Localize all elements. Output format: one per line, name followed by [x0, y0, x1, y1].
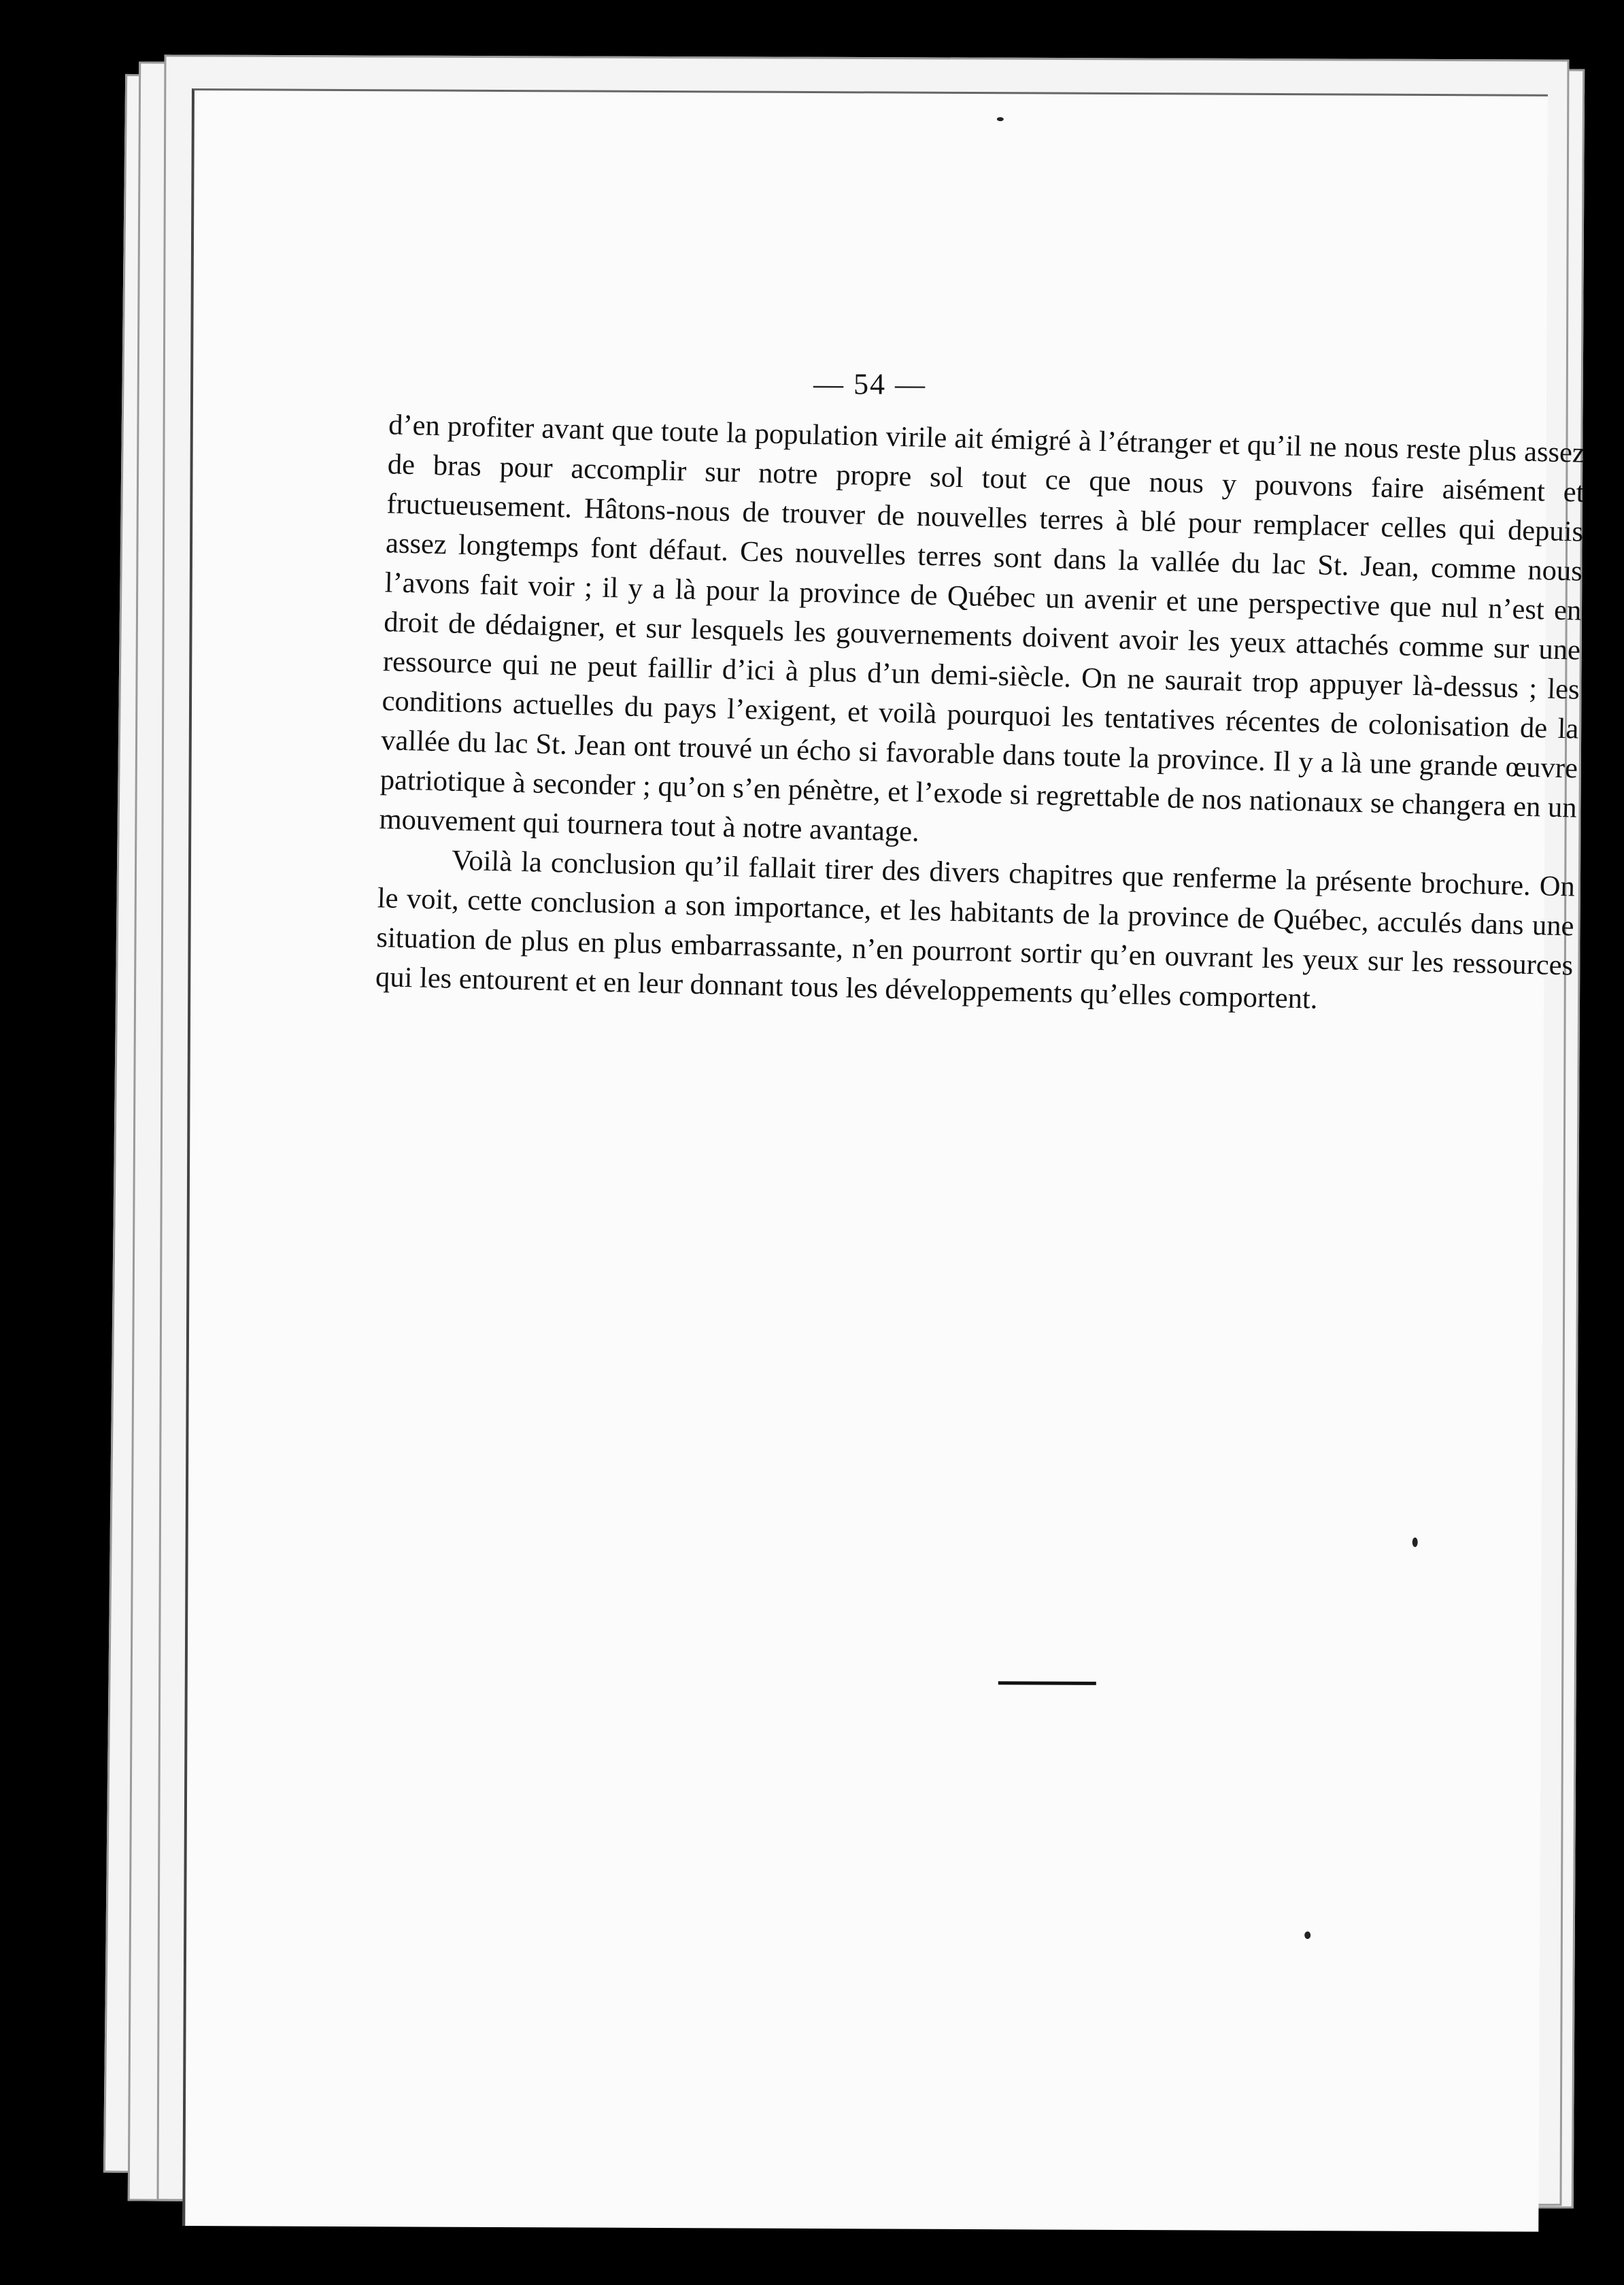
paragraph-conclusion: Voilà la conclusion qu’il fallait tirer des divers chapitres que renferme la présente brochure. On le voit, cette conclusion a son importance, et les habitants de la province de Québec, acculés dans une situation de plus en plus embarrassante, n’en pourront sortir qu’en ouvrant les yeux sur les ressources qui les entourent et en leur donnant tous les développements qu’elles comportent.	[375, 844, 1576, 1015]
body-text	[375, 405, 1585, 1025]
paragraph-continued: d’en profiter avant que toute la population virile ait émigré à l’étranger et qu’il ne nous reste plus assez de bras pour accomplir sur notre propre sol tout ce que nous y pouvons faire aisément et fructueusement. Hâtons-nous de trouver de nouvelles terres à blé pour remplacer celles qui depuis assez longtemps font défaut. Ces nouvelles terres sont dans la vallée du lac St. Jean, comme nous l’avons fait voir ; il y a là pour la province de Québec un avenir et une perspective que nul n’est en droit de dédaigner, et sur lesquels les gouvernements doivent avoir les yeux attachés comme sur une ressource qui ne peut faillir d’ici à plus d’un demi-siècle. On ne saurait trop appuyer là-dessus ; les conditions actuelles du pays l’exigent, et voilà pourquoi les tentatives récentes de colonisation de la vallée du lac St. Jean ont trouvé un écho si favorable dans toute la province. Il y a là une grande œuvre patriotique à seconder ; qu’on s’en pénètre, et l’exode si regrettable de nos nationaux se changera en un mouvement qui tournera tout à notre avantage.	[379, 409, 1586, 848]
ink-speck	[1412, 1538, 1418, 1547]
end-rule	[998, 1681, 1096, 1685]
page-number: — 54 —	[813, 367, 927, 401]
ink-speck	[997, 117, 1004, 121]
scanned-page	[182, 88, 1586, 2232]
ink-speck	[1304, 1931, 1310, 1939]
